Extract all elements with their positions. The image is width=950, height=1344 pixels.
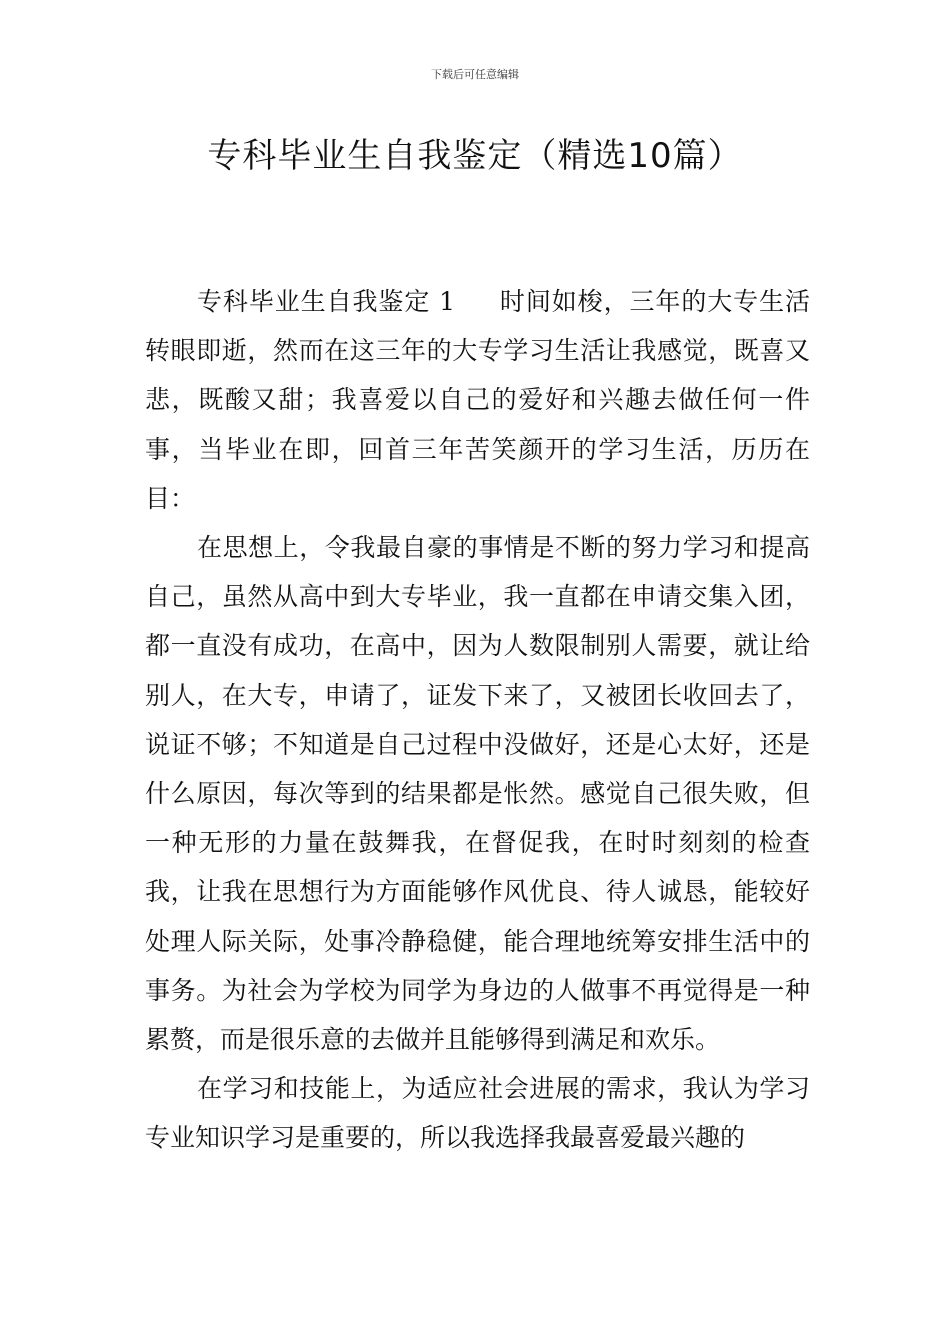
section-heading: 专科毕业生自我鉴定 1	[197, 287, 456, 316]
document-title: 专科毕业生自我鉴定（精选10篇）	[207, 136, 743, 176]
paragraph-1-text: 时间如梭，三年的大专生活转眼即逝，然而在这三年的大专学习生活让我感觉，既喜又悲，既酸又甜；我喜爱以自己的爱好和兴趣去做任何一件事，当毕业在即，回首三年苦笑颜开的学习生活，历历在目：	[145, 287, 810, 513]
paragraph-1	[145, 277, 810, 523]
document-body	[145, 277, 810, 1163]
paragraph-3: 在学习和技能上，为适应社会进展的需求，我认为学习专业知识学习是重要的，所以我选择我最喜爱最兴趣的	[145, 1074, 810, 1153]
paragraph-2: 在思想上，令我最自豪的事情是不断的努力学习和提高自己，虽然从高中到大专毕业，我一直都在申请交集入团，都一直没有成功，在高中，因为人数限制别人需要，就让给别人，在大专，申请了，证发下来了，又被团长收回去了，说证不够；不知道是自己过程中没做好，还是心太好，还是什么原因，每次等到的结果都是怅然。感觉自己很失败，但一种无形的力量在鼓舞我，在督促我，在时时刻刻的检查我，让我在思想行为方面能够作风优良、待人诚恳，能较好处理人际关际，处事冷静稳健，能合理地统筹安排生活中的事务。为社会为学校为同学为身边的人做事不再觉得是一种累赘，而是很乐意的去做并且能够得到满足和欢乐。	[145, 533, 810, 1055]
header-note: 下载后可任意编辑	[431, 68, 519, 81]
